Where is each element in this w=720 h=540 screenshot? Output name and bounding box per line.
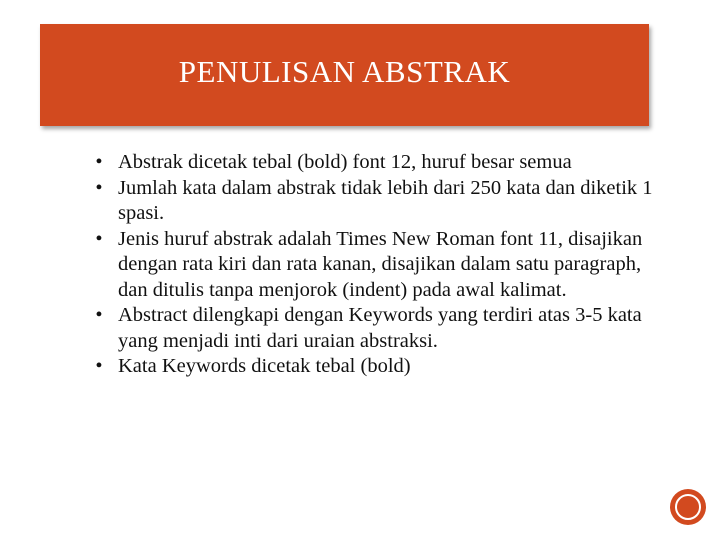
bullet-text: Kata Keywords dicetak tebal (bold) [118, 355, 411, 377]
title-banner [40, 24, 649, 126]
circle-ring-inner [675, 494, 701, 520]
bullet-item [84, 354, 674, 380]
bullet-item [84, 227, 674, 304]
bullet-item [84, 176, 674, 227]
bullet-marker: • [95, 355, 103, 377]
bullet-marker: • [95, 227, 103, 250]
bullet-marker: • [95, 304, 103, 326]
bullet-text: Jumlah kata dalam abstrak tidak lebih dari 250 kata dan diketik 1 spasi. [118, 176, 653, 224]
bullet-marker: • [95, 176, 103, 199]
bullet-item [84, 303, 674, 354]
bullet-item [84, 150, 674, 176]
page-title: PENULISAN ABSTRAK [178, 54, 511, 89]
bullet-text: Abstrak dicetak tebal (bold) font 12, huruf besar semua [118, 151, 572, 173]
bullet-list [84, 150, 674, 380]
circle-ring-icon [670, 489, 706, 525]
bullet-marker: • [95, 151, 103, 173]
bullet-text: Abstract dilengkapi dengan Keywords yang terdiri atas 3-5 kata yang menjadi inti dari uraian abstraksi. [118, 304, 642, 352]
bullet-text: Jenis huruf abstrak adalah Times New Roman font 11, disajikan dengan rata kiri dan rata kanan, disajikan dalam satu paragraph, dan ditulis tanpa menjorok (indent) pada awal kalimat. [118, 227, 643, 301]
